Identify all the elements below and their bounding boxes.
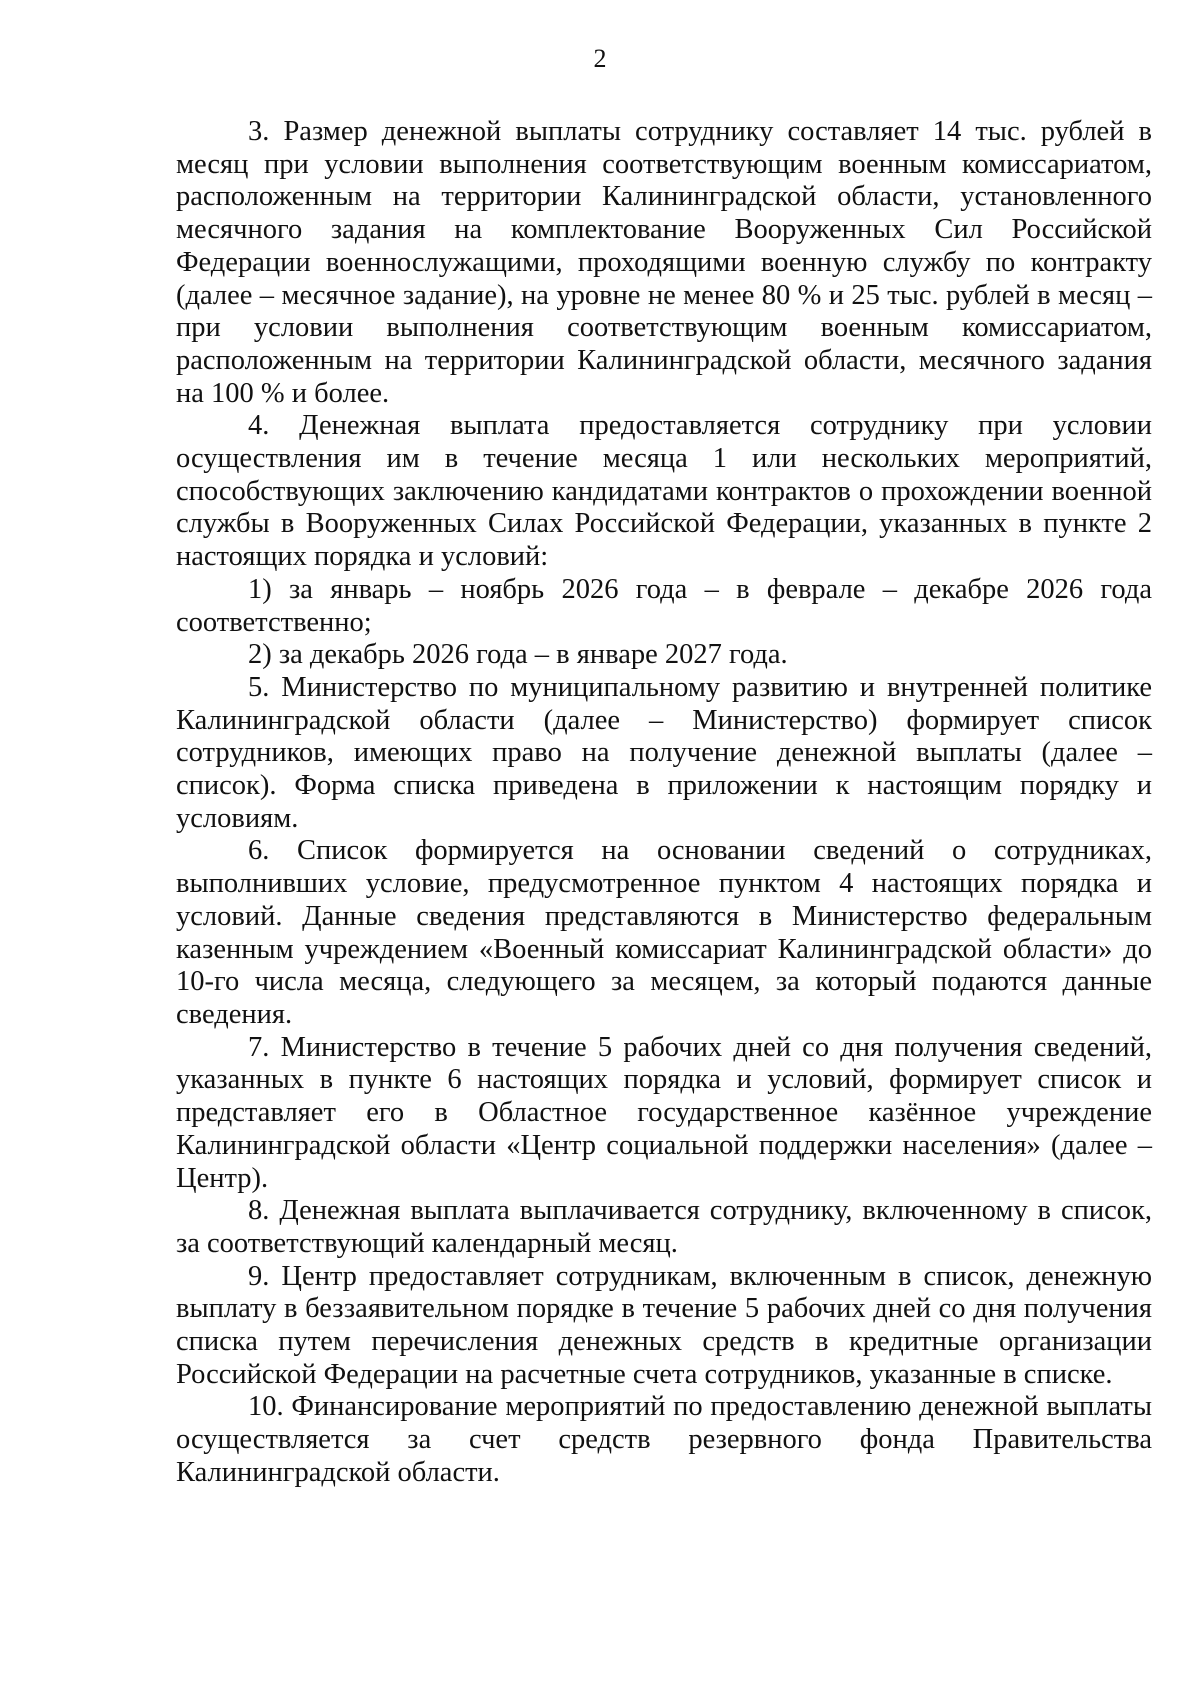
paragraph-3: 3. Размер денежной выплаты сотруднику составляет 14 тыс. рублей в месяц при условии выполнения соответствующим военным комиссариатом, расположенным на территории Калининградской области, установленного месячного задания на комплектование Вооруженных Сил Российской Федерации военнослужащими, проходящими военную службу по контракту (далее – месячное задание), на уровне не менее 80 % и 25 тыс. рублей в месяц – при условии выполнения соответствующим военным комиссариатом, расположенным на территории Калининградской области, месячного задания на 100 % и более. (176, 116, 1152, 409)
paragraph-9: 9. Центр предоставляет сотрудникам, включенным в список, денежную выплату в беззаявительном порядке в течение 5 рабочих дней со дня получения списка путем перечисления денежных средств в кредитные организации Российской Федерации на расчетные счета сотрудников, указанные в списке. (176, 1260, 1152, 1390)
paragraph-6: 6. Список формируется на основании сведений о сотрудниках, выполнивших условие, предусмотренное пунктом 4 настоящих порядка и условий. Данные сведения представляются в Министерство федеральным казенным учреждением «Военный комиссариат Калининградской области» до 10-го числа месяца, следующего за месяцем, за который подаются данные сведения. (176, 835, 1152, 1030)
paragraph-10: 10. Финансирование мероприятий по предоставлению денежной выплаты осуществляется за счет средств резервного фонда Правительства Калининградской области. (176, 1391, 1152, 1488)
paragraph-8: 8. Денежная выплата выплачивается сотруднику, включенному в список, за соответствующий календарный месяц. (176, 1195, 1152, 1259)
paragraph-7: 7. Министерство в течение 5 рабочих дней со дня получения сведений, указанных в пункте 6 настоящих порядка и условий, формирует список и представляет его в Областное государственное казённое учреждение Калининградской области «Центр социальной поддержки населения» (далее – Центр). (176, 1031, 1152, 1194)
paragraph-5: 5. Министерство по муниципальному развитию и внутренней политике Калининградской области (далее – Министерство) формирует список сотрудников, имеющих право на получение денежной выплаты (далее – список). Форма списка приведена в приложении к настоящим порядку и условиям. (176, 671, 1152, 834)
paragraph-4: 4. Денежная выплата предоставляется сотруднику при условии осуществления им в течение месяца 1 или нескольких мероприятий, способствующих заключению кандидатами контрактов о прохождении военной службы в Вооруженных Силах Российской Федерации, указанных в пункте 2 настоящих порядка и условий: (176, 410, 1152, 573)
paragraph-4-item-2: 2) за декабрь 2026 года – в январе 2027 года. (248, 639, 788, 671)
page-number: 2 (593, 44, 607, 73)
paragraph-4-item-1: 1) за январь – ноябрь 2026 года – в феврале – декабре 2026 года соответственно; (176, 573, 1152, 638)
document-body (176, 116, 1152, 1490)
